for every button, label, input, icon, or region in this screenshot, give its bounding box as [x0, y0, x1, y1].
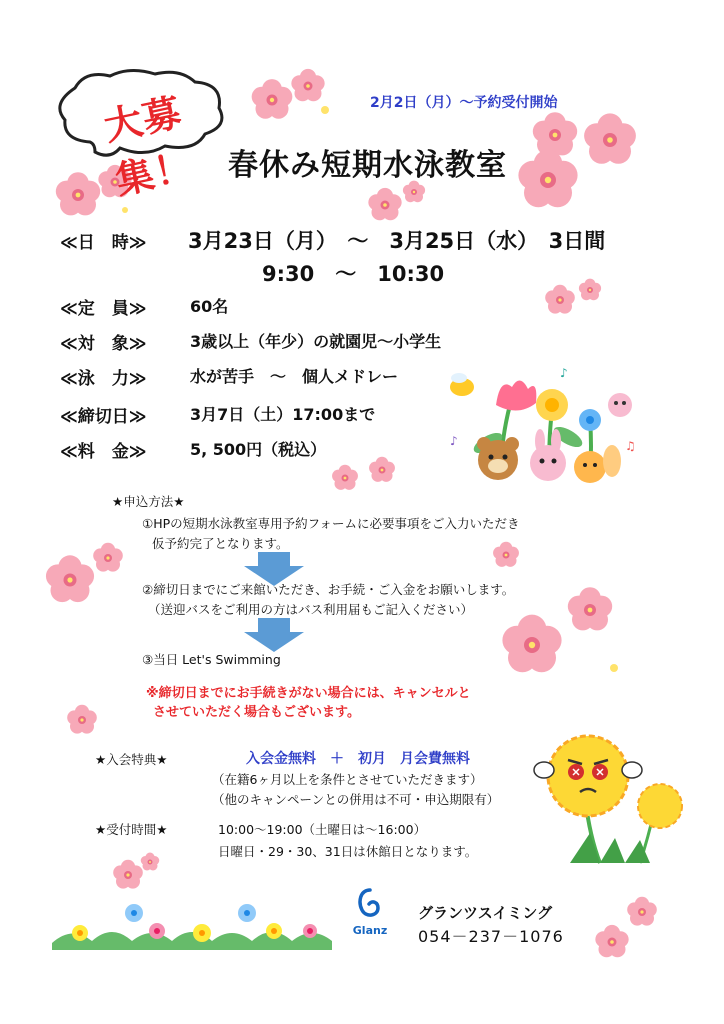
blossom: [369, 457, 395, 482]
deadline-label: ≪締切日≫: [60, 407, 147, 427]
blossom: [595, 925, 628, 957]
recruitment-badge: 大募集！: [100, 89, 198, 203]
blossom: [493, 542, 519, 567]
reception-heading: ★受付時間★: [95, 822, 168, 837]
cancel-line1: ※締切日までにお手続きがない場合には、キャンセルと: [146, 686, 471, 701]
cancel-note: [146, 684, 471, 722]
flower-animals-illustration: [440, 365, 640, 495]
time-value: 9:30 ～ 10:30: [262, 262, 445, 286]
down-arrow-icon: [244, 618, 304, 652]
blossom: [533, 112, 577, 155]
company-phone: 054－237－1076: [418, 927, 564, 946]
date-value: 3月23日（月） ～ 3月25日（水） 3日間: [188, 229, 606, 253]
blossom: [502, 615, 561, 673]
blossom: [627, 897, 657, 926]
blossom: [46, 555, 94, 602]
reception-closed: 日曜日・29・30、31日は休館日となります。: [218, 844, 478, 859]
deadline-value: 3月7日（土）17:00まで: [190, 405, 376, 424]
glanz-logo-icon: [352, 888, 388, 920]
yellow-dot: [122, 207, 128, 213]
blossom: [141, 853, 160, 871]
blossom: [545, 285, 575, 314]
cancel-line2: させていただく場合もございます。: [153, 705, 360, 720]
blossom: [67, 705, 97, 734]
ability-value: 水が苦手 ～ 個人メドレー: [190, 367, 399, 386]
capacity-label: ≪定 員≫: [60, 299, 147, 319]
blossom: [568, 587, 612, 630]
blossom: [579, 279, 601, 301]
yellow-dot: [321, 106, 329, 114]
application-heading: ★申込方法★: [112, 494, 185, 509]
blossom: [252, 79, 293, 119]
blossom: [113, 860, 143, 889]
yellow-dot: [610, 664, 618, 672]
blossom: [332, 465, 358, 490]
ability-label: ≪泳 力≫: [60, 369, 147, 389]
logo-text: Glanz: [352, 924, 388, 937]
step2-line1: ②締切日までにご来館いただき、お手続・ご入金をお願いします。: [142, 582, 515, 597]
benefit-heading: ★入会特典★: [95, 752, 168, 767]
step2-line2: （送迎バスをご利用の方はバス利用届もご記入ください）: [148, 602, 474, 617]
blossom: [291, 69, 324, 101]
page-title: 春休み短期水泳教室: [228, 148, 507, 183]
benefit-note2: （他のキャンペーンとの併用は不可・申込期限有）: [212, 792, 500, 807]
company-name: グランツスイミング: [418, 904, 553, 922]
date-label: ≪日 時≫: [60, 233, 147, 253]
company-logo: [352, 888, 388, 938]
fee-label: ≪料 金≫: [60, 442, 147, 462]
svg-text:♫: ♫: [625, 439, 636, 453]
benefit-main: 入会金無料 ＋ 初月 月会費無料: [246, 751, 470, 767]
svg-text:♪: ♪: [560, 366, 568, 380]
flower-bed-decoration: [52, 895, 332, 950]
target-label: ≪対 象≫: [60, 334, 147, 354]
step3: ③当日 Let's Swimming: [142, 652, 281, 667]
blossom: [584, 113, 636, 163]
benefit-note1: （在籍6ヶ月以上を条件とさせていただきます）: [212, 772, 483, 787]
capacity-value: 60名: [190, 297, 229, 316]
fee-value: 5, 500円（税込）: [190, 440, 327, 459]
target-value: 3歳以上（年少）の就園児～小学生: [190, 332, 442, 351]
blossom: [93, 543, 123, 572]
svg-text:♪: ♪: [450, 434, 458, 448]
dandelion-character: [530, 728, 690, 868]
reception-hours: 10:00～19:00（土曜日は～16:00）: [218, 822, 427, 837]
blossom: [368, 188, 401, 220]
blossom: [518, 150, 577, 208]
step1-line2: 仮予約完了となります。: [152, 536, 289, 551]
reservation-start-note: 2月2日（月）～予約受付開始: [370, 95, 558, 111]
step1-line1: ①HPの短期水泳教室専用予約フォームに必要事項をご入力いただき: [142, 516, 520, 531]
